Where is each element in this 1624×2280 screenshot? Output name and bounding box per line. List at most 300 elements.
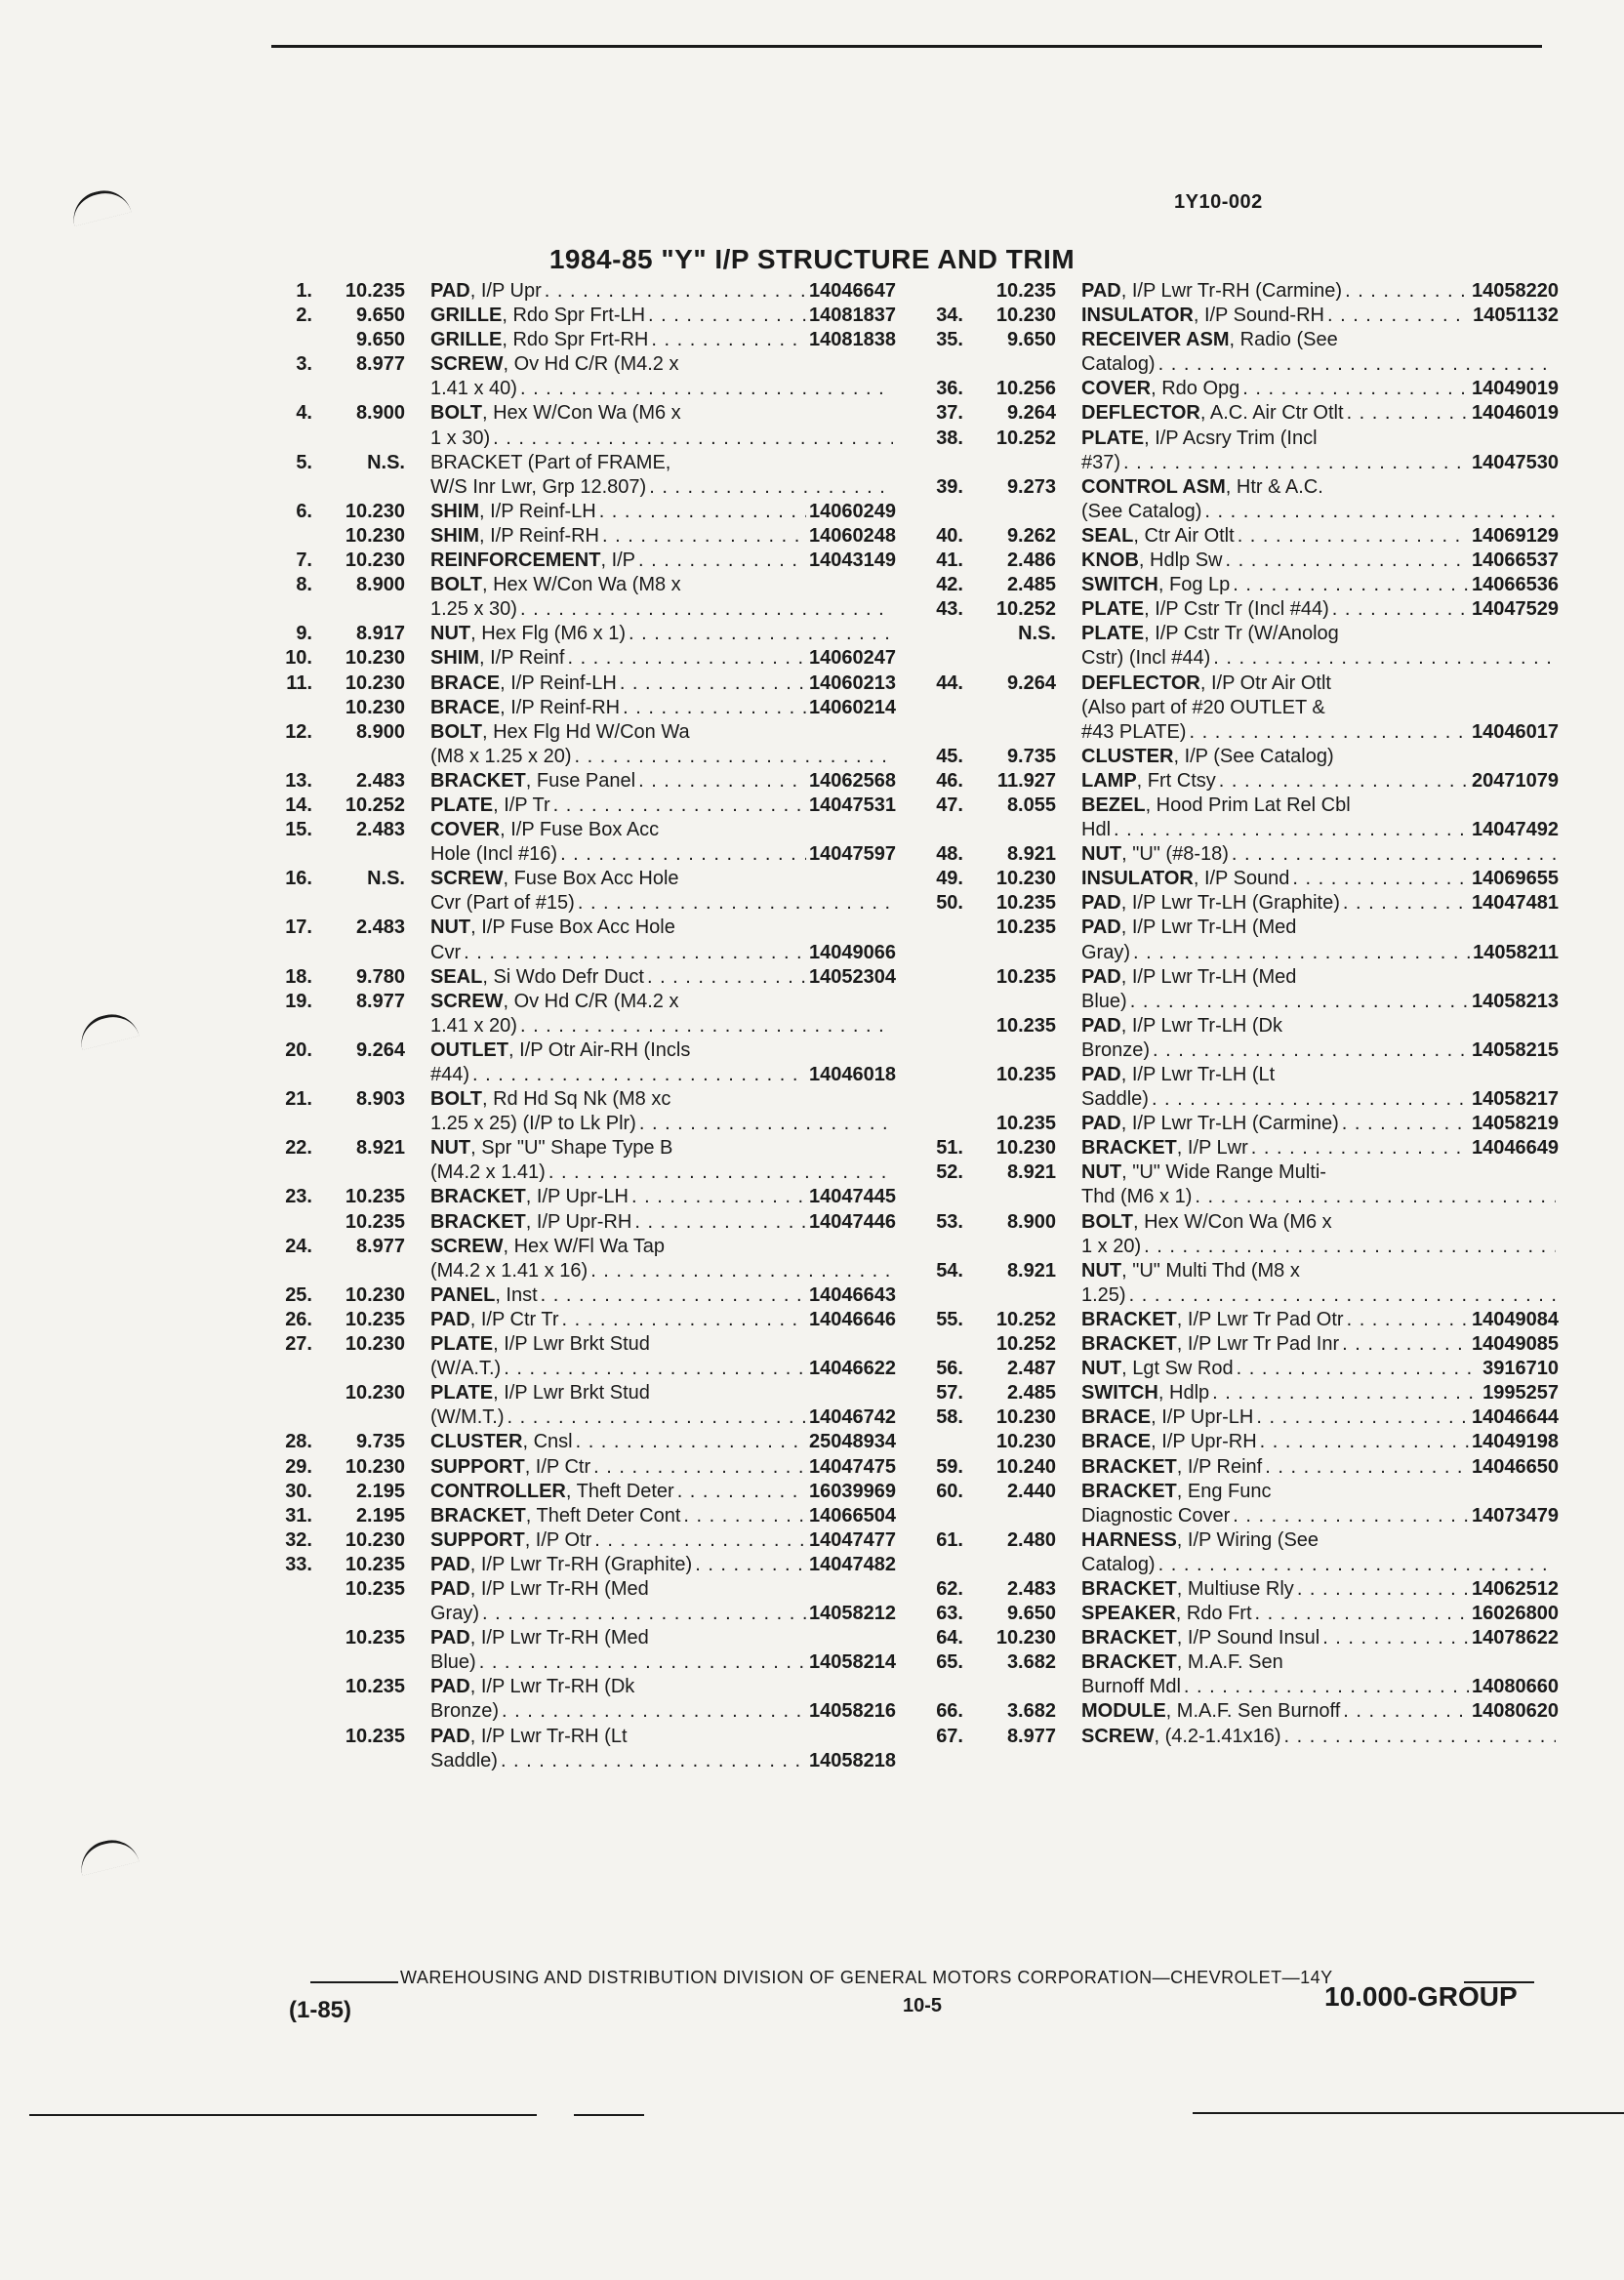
part-description	[1081, 842, 1559, 867]
part-entry	[271, 1480, 896, 1504]
description-line	[1081, 1577, 1559, 1602]
part-description	[430, 328, 896, 352]
description-text: PAD, I/P Lwr Tr-RH (Med	[430, 1577, 649, 1600]
part-description	[430, 1038, 896, 1087]
part-description	[1081, 1699, 1559, 1724]
dot-leader	[1225, 549, 1469, 573]
part-description	[1081, 427, 1559, 475]
part-entry	[271, 720, 896, 769]
description-line	[1081, 1504, 1559, 1528]
item-number: 7.	[296, 550, 312, 572]
part-entry	[271, 1087, 896, 1136]
description-text: SUPPORT, I/P Otr	[430, 1528, 592, 1551]
description-line	[1081, 990, 1559, 1014]
group-number: 11.927	[996, 769, 1056, 792]
description-text: BRACKET, I/P Reinf	[1081, 1455, 1263, 1478]
binder-hole-mark	[75, 1834, 139, 1876]
part-number: 14051132	[1473, 305, 1559, 327]
dot-leader	[620, 672, 806, 696]
description-text: BRACKET, I/P Lwr	[1081, 1137, 1248, 1160]
description-line	[1081, 1553, 1559, 1577]
group-number: 10.230	[345, 1455, 405, 1478]
description-line	[1081, 1210, 1559, 1235]
description-text: (W/M.T.)	[430, 1406, 505, 1429]
description-line	[430, 597, 896, 622]
dot-leader	[1322, 1626, 1469, 1650]
part-description	[430, 1675, 896, 1724]
part-entry	[271, 1185, 896, 1209]
part-description	[1081, 1381, 1559, 1405]
dot-leader	[1297, 1577, 1469, 1602]
description-line	[430, 965, 896, 990]
part-number: 14046647	[809, 280, 896, 302]
description-line	[430, 646, 896, 671]
group-number: 10.252	[995, 598, 1056, 621]
footer-group: 10.000-GROUP	[1324, 1981, 1518, 2012]
description-line	[1081, 1259, 1559, 1283]
description-line	[1081, 818, 1559, 842]
item-number: 45.	[936, 745, 963, 767]
dot-leader	[560, 842, 806, 867]
description-line	[430, 622, 896, 646]
part-description	[1081, 1480, 1559, 1528]
part-number: 14060214	[809, 696, 896, 718]
description-text: INSULATOR, I/P Sound	[1081, 868, 1290, 890]
description-text: PAD, I/P Lwr Tr-RH (Med	[430, 1627, 649, 1649]
part-description	[1081, 1650, 1559, 1699]
part-number: 14078622	[1472, 1627, 1559, 1649]
description-text: GRILLE, Rdo Spr Frt-LH	[430, 305, 646, 327]
part-entry	[271, 794, 896, 818]
group-number: 8.921	[1006, 1161, 1056, 1184]
group-number: 10.235	[345, 280, 405, 302]
description-line	[430, 1259, 896, 1283]
dot-leader	[1219, 769, 1469, 794]
part-entry	[922, 794, 1559, 842]
description-line	[1081, 622, 1559, 646]
group-number: 9.650	[1006, 329, 1056, 351]
part-entry	[271, 451, 896, 500]
item-number: 41.	[936, 550, 963, 572]
part-entry	[922, 427, 1559, 475]
dot-leader	[1256, 1405, 1469, 1430]
part-number: 14043149	[809, 550, 896, 572]
item-number: 33.	[285, 1553, 312, 1575]
item-number: 32.	[285, 1528, 312, 1551]
item-number: 12.	[285, 720, 312, 743]
part-description	[430, 1430, 896, 1454]
group-number: 2.486	[1006, 550, 1056, 572]
description-text: Cvr (Part of #15)	[430, 892, 575, 915]
description-line	[430, 1577, 896, 1602]
description-line	[430, 1480, 896, 1504]
description-line	[430, 818, 896, 842]
group-number: 10.235	[345, 1186, 405, 1208]
description-line	[430, 794, 896, 818]
bottom-rule	[29, 2114, 537, 2116]
description-line	[430, 475, 896, 500]
part-description	[1081, 1528, 1559, 1577]
item-number: 64.	[936, 1627, 963, 1649]
part-description	[1081, 1455, 1559, 1480]
part-description	[1081, 1112, 1559, 1136]
part-entry	[271, 1504, 896, 1528]
part-entry	[271, 1528, 896, 1553]
dot-leader	[1233, 1504, 1469, 1528]
description-line	[430, 1087, 896, 1112]
group-number: 10.230	[345, 672, 405, 694]
description-text: PAD, I/P Lwr Tr-RH (Dk	[430, 1676, 635, 1698]
part-entry	[922, 1480, 1559, 1528]
group-number: N.S.	[367, 868, 405, 890]
part-entry	[271, 1038, 896, 1087]
dot-leader	[1129, 1283, 1556, 1308]
description-text: BRACE, I/P Upr-RH	[1081, 1431, 1257, 1453]
description-line	[1081, 1038, 1559, 1063]
item-number: 51.	[936, 1137, 963, 1160]
dot-leader	[545, 279, 806, 304]
description-line	[430, 500, 896, 524]
dot-leader	[575, 745, 893, 769]
description-text: SCREW, Ov Hd C/R (M4.2 x	[430, 990, 679, 1012]
group-number: 10.235	[995, 1014, 1056, 1037]
dot-leader	[501, 1749, 806, 1773]
part-entry	[922, 475, 1559, 524]
part-entry	[922, 1160, 1559, 1209]
description-line	[430, 1405, 896, 1430]
dot-leader	[651, 328, 806, 352]
group-number: 2.485	[1006, 1382, 1056, 1405]
item-number: 24.	[285, 1235, 312, 1257]
part-entry	[271, 672, 896, 696]
description-text: PAD, I/P Upr	[430, 280, 542, 302]
description-line	[430, 427, 896, 451]
dot-leader	[1347, 1308, 1469, 1332]
description-line	[430, 1210, 896, 1235]
item-number: 14.	[285, 794, 312, 816]
description-line	[430, 1038, 896, 1063]
part-description	[430, 965, 896, 990]
item-number: 49.	[936, 868, 963, 890]
description-line	[430, 1725, 896, 1749]
description-text: COVER, I/P Fuse Box Acc	[430, 819, 660, 841]
part-description	[430, 794, 896, 818]
dot-leader	[1204, 500, 1556, 524]
part-number: 14058218	[809, 1749, 896, 1771]
group-number: 10.252	[995, 427, 1056, 449]
part-entry	[271, 696, 896, 720]
part-entry	[922, 1650, 1559, 1699]
group-number: 8.900	[355, 574, 405, 596]
item-number: 47.	[936, 794, 963, 816]
description-text: Bronze)	[1081, 1038, 1151, 1061]
description-text: BRACKET, I/P Sound Insul	[1081, 1627, 1320, 1649]
footer-page-number: 10-5	[903, 1995, 943, 2016]
part-description	[430, 573, 896, 622]
item-number: 39.	[936, 475, 963, 498]
part-description	[1081, 769, 1559, 794]
dot-leader	[1292, 867, 1469, 891]
group-number: 8.900	[355, 402, 405, 425]
part-number: 14046742	[809, 1406, 896, 1429]
description-text: BRACE, I/P Reinf-LH	[430, 672, 617, 694]
part-number: 14060249	[809, 500, 896, 522]
group-number: 10.240	[995, 1455, 1056, 1478]
description-text: SCREW, Ov Hd C/R (M4.2 x	[430, 353, 679, 376]
part-number: 14047492	[1472, 819, 1559, 841]
part-description	[1081, 1136, 1559, 1160]
part-number: 14069129	[1472, 524, 1559, 547]
description-line	[430, 1455, 896, 1480]
part-number: 14046646	[809, 1308, 896, 1330]
description-text: PAD, I/P Lwr Tr-LH (Graphite)	[1081, 892, 1340, 915]
description-line	[1081, 500, 1559, 524]
dot-leader	[634, 1210, 806, 1235]
dot-leader	[1158, 352, 1556, 377]
description-line	[430, 279, 896, 304]
part-number: 14058213	[1472, 990, 1559, 1012]
bottom-rule	[1193, 2112, 1624, 2114]
item-number: 16.	[285, 868, 312, 890]
dot-leader	[479, 1650, 806, 1675]
description-line	[430, 451, 896, 475]
part-description	[1081, 573, 1559, 597]
description-line	[430, 941, 896, 965]
description-line	[430, 1063, 896, 1087]
part-description	[1081, 524, 1559, 549]
part-number: 14046643	[809, 1283, 896, 1306]
part-description	[1081, 475, 1559, 524]
dot-leader	[1153, 1038, 1469, 1063]
binder-hole-mark	[67, 184, 131, 226]
group-number: 10.235	[345, 1210, 405, 1233]
dot-leader	[649, 475, 893, 500]
item-number: 61.	[936, 1528, 963, 1551]
group-number: N.S.	[1018, 623, 1056, 645]
group-number: 8.921	[1006, 843, 1056, 866]
parts-column-left	[271, 279, 896, 1773]
description-text: (See Catalog)	[1081, 500, 1202, 522]
part-entry	[271, 1136, 896, 1185]
item-number: 10.	[285, 647, 312, 670]
description-text: Cstr) (Incl #44)	[1081, 647, 1211, 670]
dot-leader	[648, 304, 806, 328]
dot-leader	[1332, 597, 1469, 622]
group-number: 9.273	[1006, 475, 1056, 498]
group-number: 3.682	[1006, 1651, 1056, 1674]
part-number: 14049084	[1472, 1308, 1559, 1330]
dot-leader	[1158, 1553, 1556, 1577]
dot-leader	[482, 1602, 806, 1626]
part-entry	[922, 1430, 1559, 1454]
description-line	[1081, 1405, 1559, 1430]
group-number: 10.252	[345, 794, 405, 816]
part-number: 14066504	[809, 1504, 896, 1527]
part-description	[1081, 304, 1559, 328]
part-description	[1081, 965, 1559, 1014]
part-entry	[271, 1626, 896, 1675]
part-entry	[922, 916, 1559, 964]
part-entry	[922, 1014, 1559, 1063]
description-line	[1081, 1283, 1559, 1308]
dot-leader	[590, 1259, 893, 1283]
part-description	[1081, 1160, 1559, 1209]
description-line	[1081, 352, 1559, 377]
page-title: 1984-85 "Y" I/P STRUCTURE AND TRIM	[548, 244, 1076, 274]
part-number: 14058219	[1472, 1113, 1559, 1135]
dot-leader	[567, 646, 806, 671]
description-text: BRACKET, I/P Upr-LH	[430, 1186, 629, 1208]
part-number: 20471079	[1472, 769, 1559, 792]
description-line	[430, 1185, 896, 1209]
description-text: BOLT, Hex Flg Hd W/Con Wa	[430, 720, 690, 743]
description-text: #44)	[430, 1064, 470, 1085]
part-number: 14058217	[1472, 1088, 1559, 1111]
part-entry	[922, 1626, 1559, 1650]
dot-leader	[1238, 524, 1469, 549]
part-number: 14066537	[1472, 550, 1559, 572]
part-description	[1081, 867, 1559, 891]
part-number: 14081837	[809, 305, 896, 327]
item-number: 65.	[936, 1651, 963, 1674]
part-number: 14081838	[809, 329, 896, 351]
description-text: Diagnostic Cover	[1081, 1504, 1231, 1527]
dot-leader	[1184, 1675, 1469, 1699]
description-line	[1081, 1136, 1559, 1160]
part-entry	[922, 1210, 1559, 1259]
part-number: 14049066	[809, 941, 896, 963]
item-number: 13.	[285, 769, 312, 792]
dot-leader	[1284, 1725, 1556, 1749]
group-number: 10.235	[995, 1113, 1056, 1135]
group-number: 8.903	[355, 1088, 405, 1111]
description-line	[1081, 1087, 1559, 1112]
part-entry	[922, 304, 1559, 328]
description-line	[1081, 1626, 1559, 1650]
dot-leader	[464, 941, 806, 965]
dot-leader	[602, 524, 806, 549]
dot-leader	[683, 1504, 806, 1528]
part-number: 14047531	[809, 794, 896, 816]
part-number: 14060247	[809, 647, 896, 670]
dot-leader	[1342, 1112, 1469, 1136]
dot-leader	[1237, 1357, 1481, 1381]
item-number: 11.	[286, 672, 312, 694]
group-number: 2.485	[1006, 574, 1056, 596]
description-text: Thd (M6 x 1)	[1081, 1186, 1193, 1208]
group-number: 2.483	[355, 819, 405, 841]
group-number: 8.921	[1006, 1259, 1056, 1282]
description-line	[430, 1112, 896, 1136]
part-number: 14052304	[809, 965, 896, 988]
description-line	[430, 328, 896, 352]
part-description	[430, 769, 896, 794]
top-rule	[271, 45, 1542, 48]
dot-leader	[1233, 573, 1469, 597]
group-number: 10.252	[995, 1333, 1056, 1356]
description-text: Gray)	[1081, 941, 1130, 963]
description-line	[430, 1136, 896, 1160]
part-entry	[922, 573, 1559, 597]
part-description	[430, 696, 896, 720]
part-number: 14073479	[1472, 1504, 1559, 1527]
part-description	[430, 401, 896, 450]
description-line	[1081, 597, 1559, 622]
part-description	[430, 1480, 896, 1504]
part-entry	[271, 1283, 896, 1308]
description-line	[1081, 1675, 1559, 1699]
description-line	[1081, 646, 1559, 671]
description-line	[1081, 867, 1559, 891]
part-number: 14080620	[1472, 1700, 1559, 1723]
item-number: 5.	[296, 451, 312, 473]
part-description	[430, 1308, 896, 1332]
part-description	[1081, 672, 1559, 745]
item-number: 8.	[296, 574, 312, 596]
part-description	[1081, 1405, 1559, 1430]
description-line	[1081, 401, 1559, 426]
description-text: NUT, "U" Wide Range Multi-	[1081, 1161, 1326, 1184]
description-text: SPEAKER, Rdo Frt	[1081, 1603, 1252, 1625]
group-number: 8.977	[1006, 1725, 1056, 1747]
description-text: GRILLE, Rdo Spr Frt-RH	[430, 329, 649, 351]
part-description	[430, 1725, 896, 1773]
dot-leader	[502, 1699, 806, 1724]
description-text: BOLT, Hex W/Con Wa (M6 x	[430, 402, 681, 425]
part-entry	[271, 1577, 896, 1626]
description-text: PAD, I/P Lwr Tr-LH (Carmine)	[1081, 1113, 1339, 1135]
item-number: 55.	[936, 1308, 963, 1330]
dot-leader	[1195, 1185, 1556, 1209]
part-description	[430, 1210, 896, 1235]
part-entry	[922, 1332, 1559, 1357]
description-text: (M4.2 x 1.41)	[430, 1161, 546, 1184]
description-text: SEAL, Ctr Air Otlt	[1081, 524, 1235, 547]
description-text: SCREW, Hex W/Fl Wa Tap	[430, 1235, 666, 1257]
item-number: 60.	[936, 1480, 963, 1502]
part-number: 14058215	[1472, 1038, 1559, 1061]
group-number: 9.264	[1006, 672, 1056, 694]
part-entry	[922, 524, 1559, 549]
part-number: 14046018	[809, 1064, 896, 1085]
item-number: 22.	[285, 1137, 312, 1160]
part-entry	[922, 622, 1559, 671]
group-number: 2.440	[1006, 1480, 1056, 1502]
description-text: BEZEL, Hood Prim Lat Rel Cbl	[1081, 794, 1351, 816]
part-number: 14047529	[1472, 598, 1559, 621]
dot-leader	[1144, 1235, 1556, 1259]
part-entry	[922, 745, 1559, 769]
description-line	[1081, 524, 1559, 549]
description-text: NUT, "U" Multi Thd (M8 x	[1081, 1259, 1300, 1282]
item-number: 57.	[936, 1382, 963, 1405]
group-number: 10.235	[995, 965, 1056, 988]
part-entry	[271, 1381, 896, 1430]
group-number: N.S.	[367, 451, 405, 473]
part-description	[1081, 1210, 1559, 1259]
dot-leader	[1232, 842, 1556, 867]
part-number: 14062512	[1472, 1577, 1559, 1600]
part-entry	[922, 1308, 1559, 1332]
group-number: 9.264	[1006, 402, 1056, 425]
item-number: 59.	[936, 1455, 963, 1478]
description-text: 1.25)	[1081, 1283, 1126, 1306]
description-text: PANEL, Inst	[430, 1283, 538, 1306]
description-line	[430, 1504, 896, 1528]
item-number: 29.	[285, 1455, 312, 1478]
group-number: 10.230	[345, 500, 405, 522]
group-number: 8.917	[355, 623, 405, 645]
